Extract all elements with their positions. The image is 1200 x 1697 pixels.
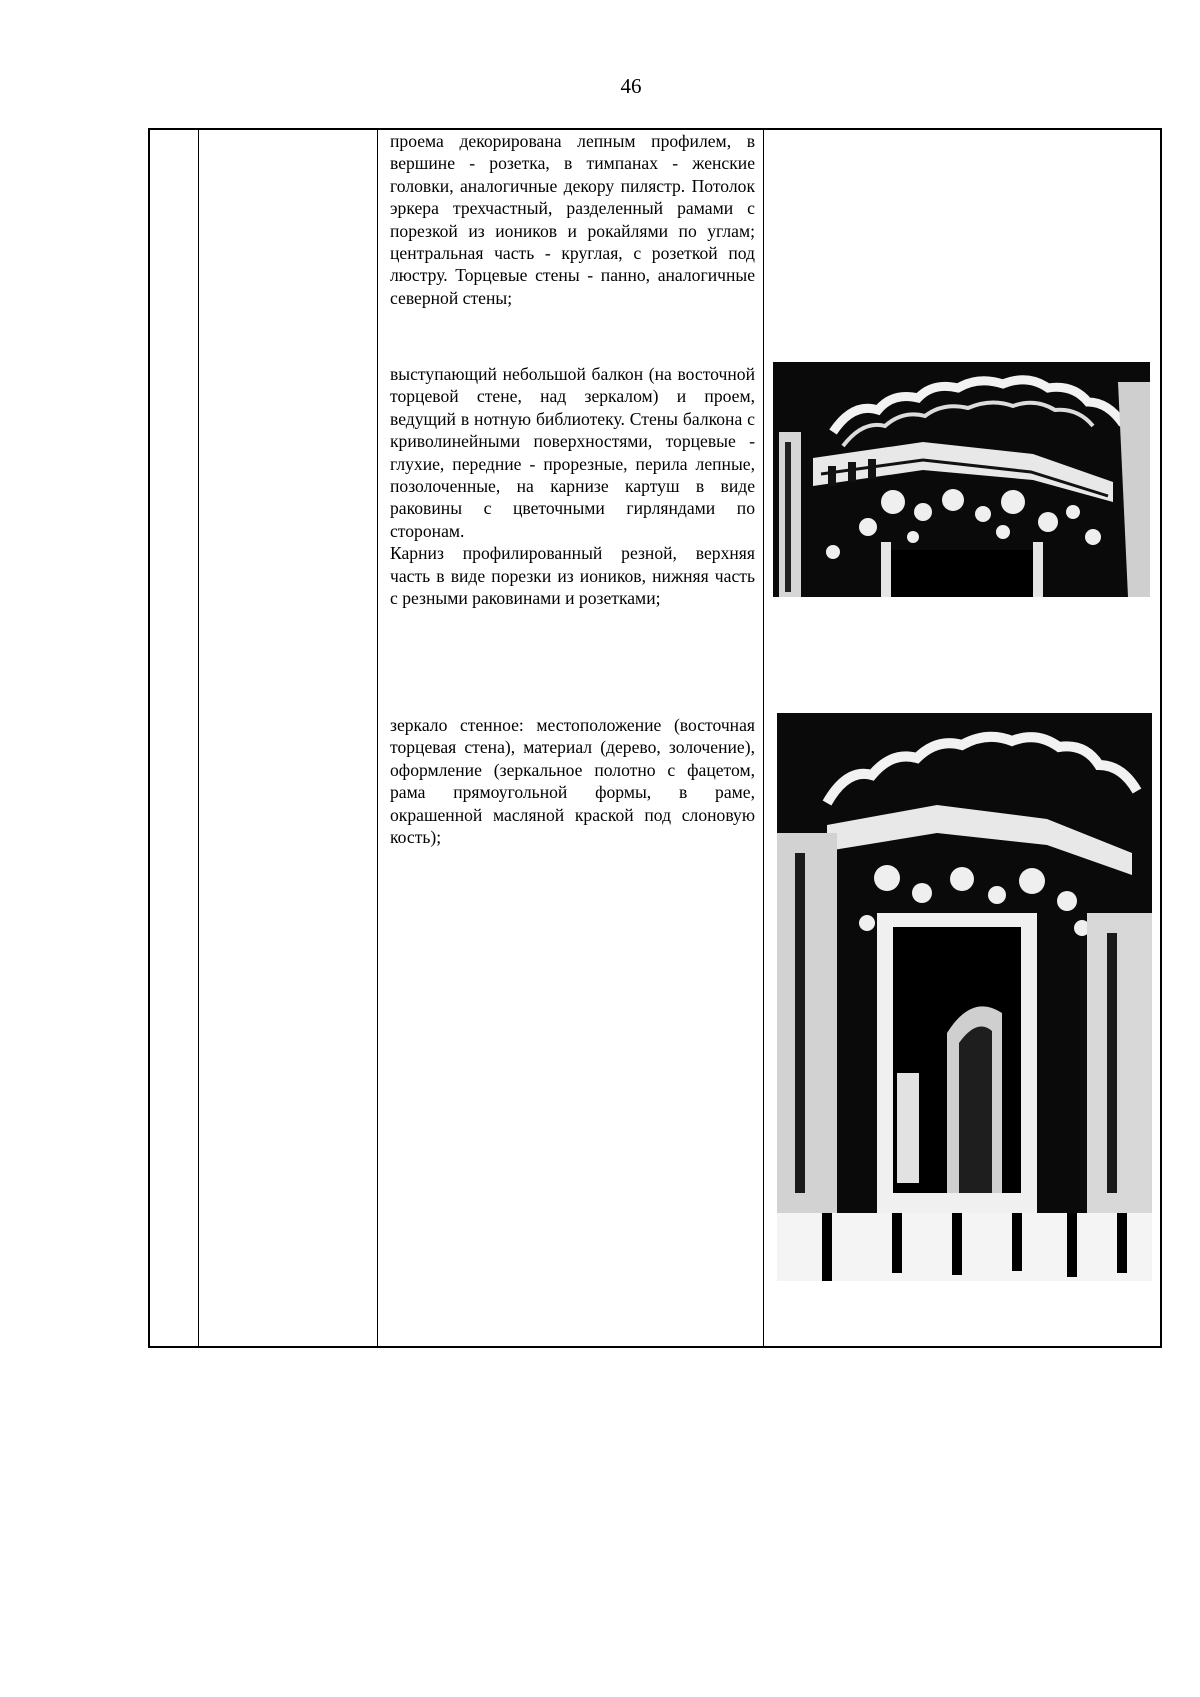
balcony-photo xyxy=(773,362,1150,597)
page-number: 46 xyxy=(620,74,642,98)
description-cell xyxy=(390,130,755,309)
description-paragraph: Карниз профилированный резной, верхняя часть в виде порезки из иоников, нижняя часть с резными раковинами и розетками; xyxy=(390,543,755,609)
description-cell xyxy=(390,363,755,609)
description-paragraph: проема декорирована лепным профилем, в вершине - розетка, в тимпанах - женские головки, аналогичные декору пилястр. Потолок эркера трехчастный, разделенный рамами с порезкой из иоников и рокайлями по углам; центральная часть - круглая, с розеткой под люстру. Торцевые стены - панно, аналогичные северной стены; xyxy=(390,131,755,308)
balcony-photo-image xyxy=(773,362,1150,597)
description-paragraph: выступающий небольшой балкон (на восточной торцевой стене, над зеркалом) и проем, ведущий в нотную библиотеку. Стены балкона с криволинейными поверхностями, торцевые - глухие, передние - прорезные, перила лепные, позолоченные, на карнизе картуш в виде раковины с цветочными гирляндами по сторонам. xyxy=(390,364,755,541)
inventory-table xyxy=(148,128,1162,1348)
column-divider xyxy=(198,130,199,1346)
description-paragraph: зеркало стенное: местоположение (восточная торцевая стена), материал (дерево, золочение), оформление (зеркальное полотно с фацетом, рама прямоугольной формы, в раме, окрашенной масляной краской под слоновую кость); xyxy=(390,715,755,848)
column-divider xyxy=(763,130,764,1346)
description-cell xyxy=(390,714,755,848)
mirror-photo xyxy=(777,713,1152,1281)
mirror-photo-image xyxy=(777,713,1152,1281)
column-divider xyxy=(377,130,378,1346)
